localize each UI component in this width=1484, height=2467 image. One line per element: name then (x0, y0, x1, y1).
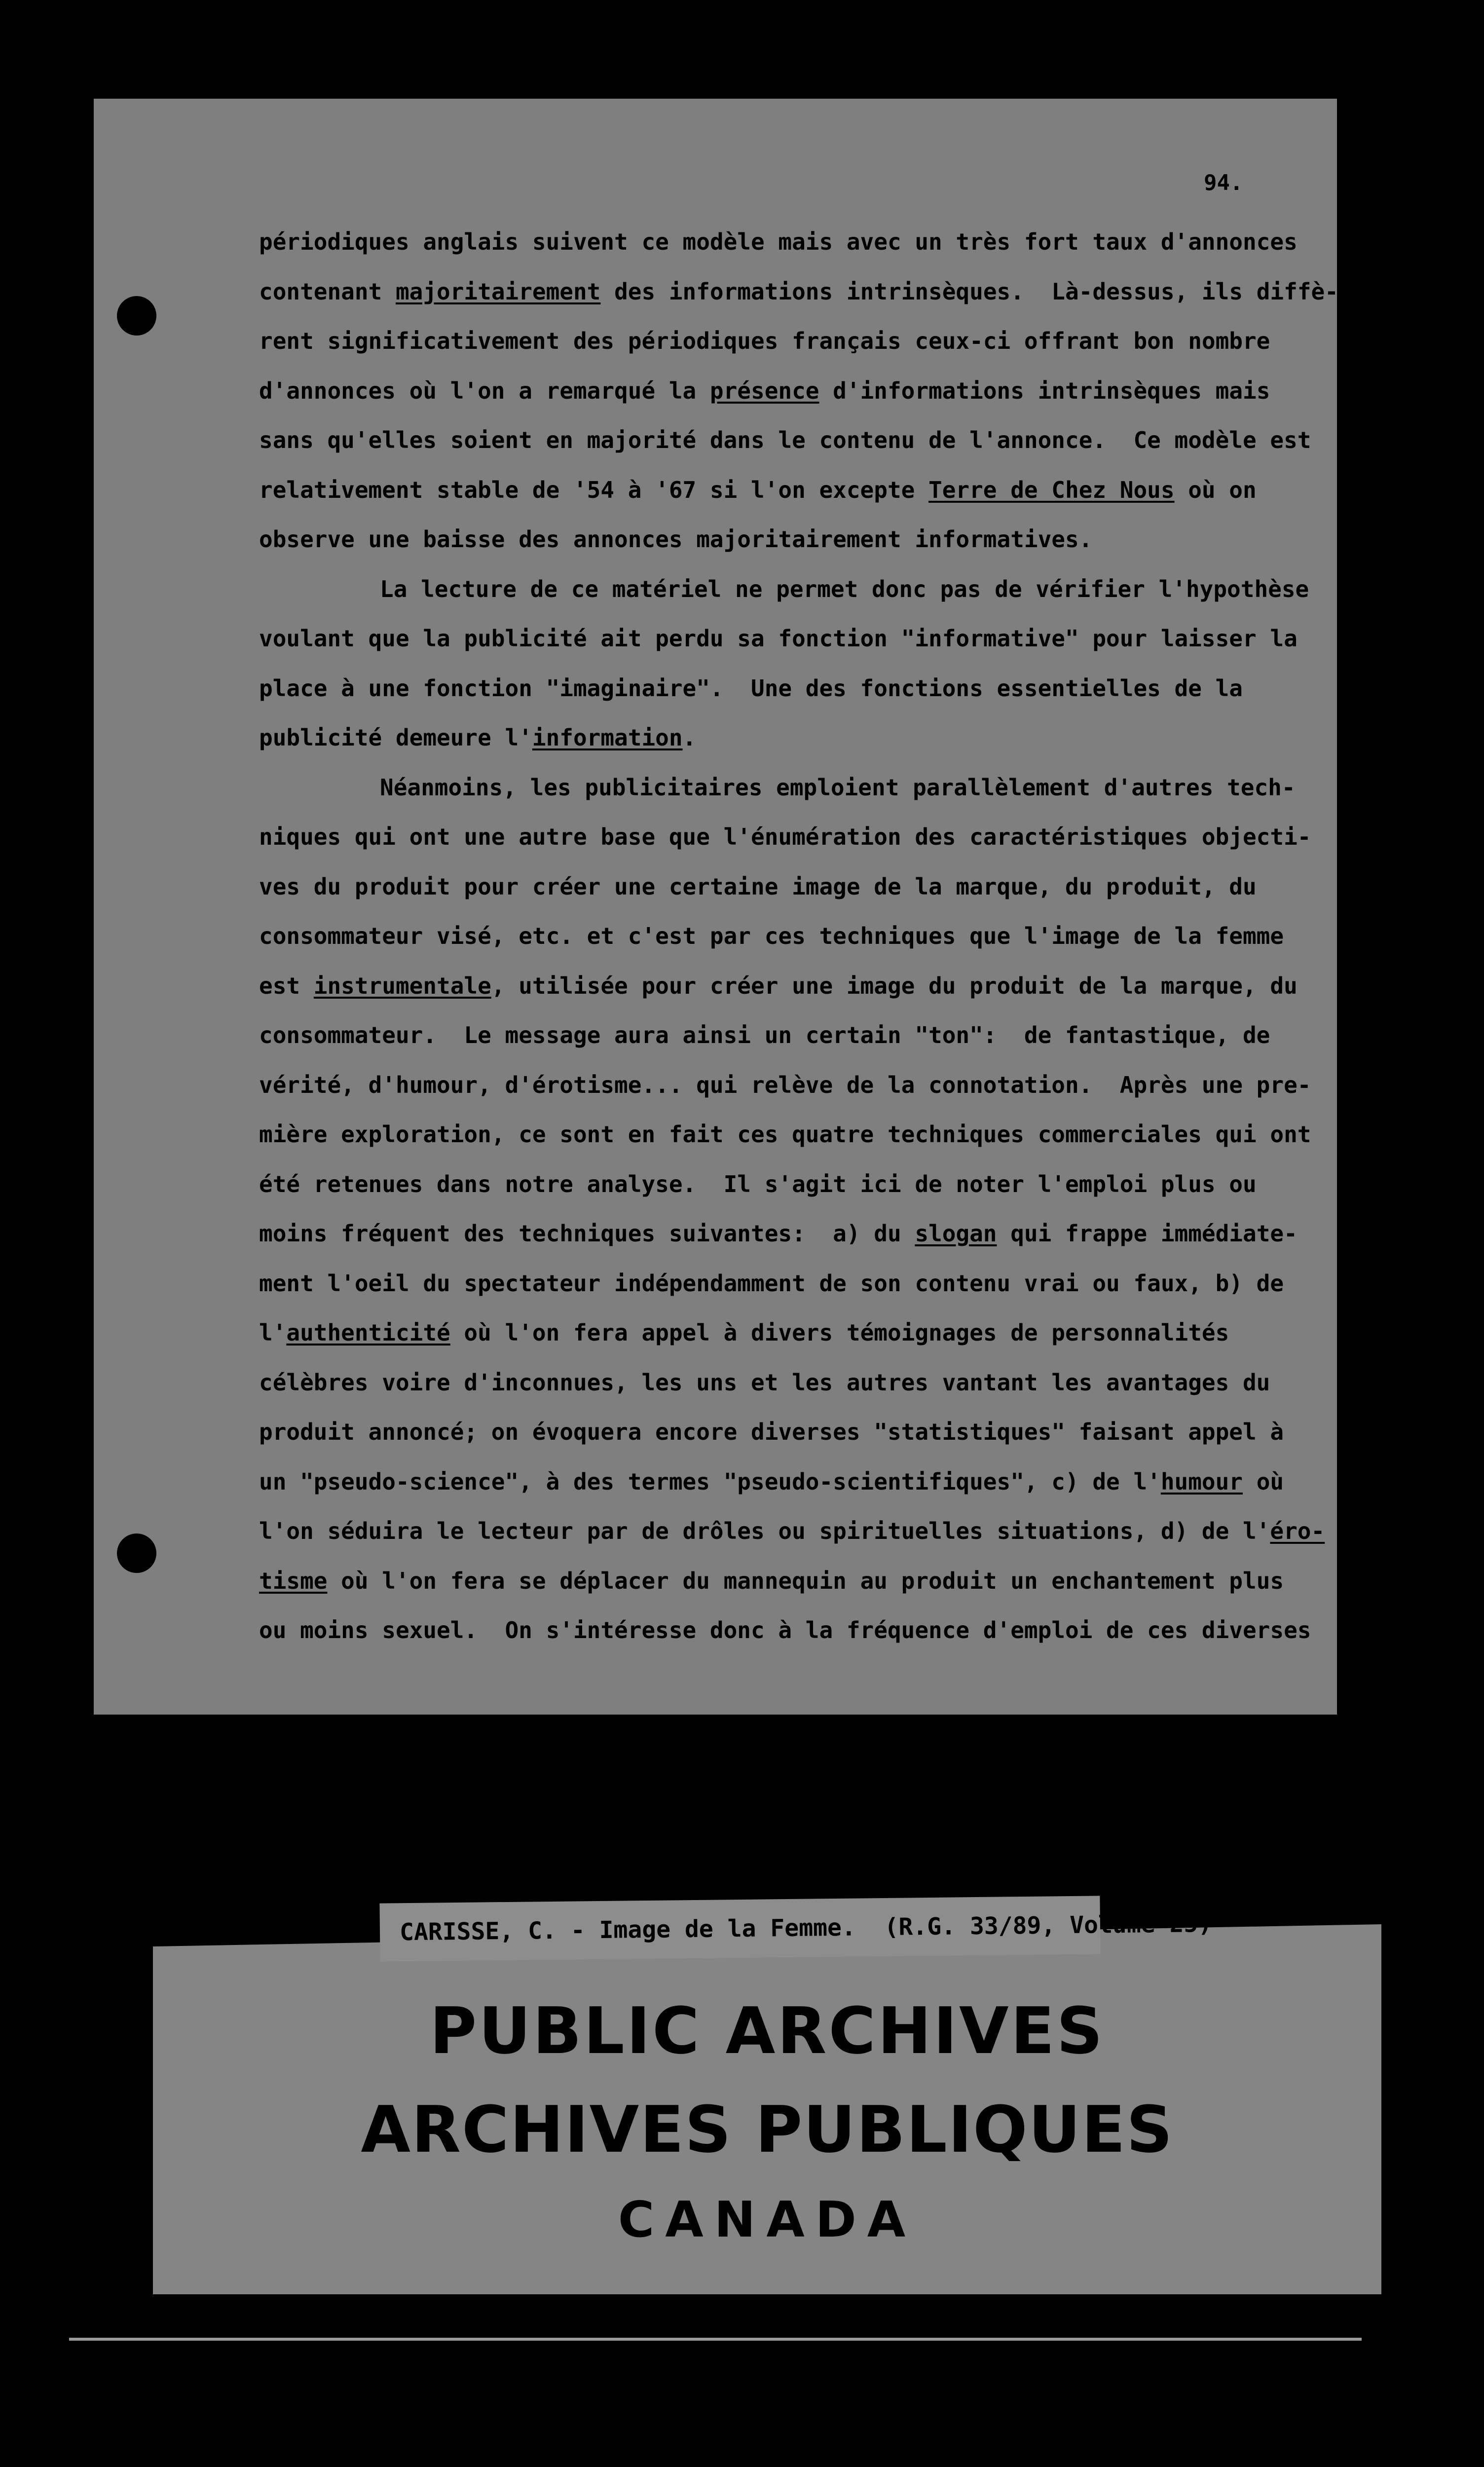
text-line: La lecture de ce matériel ne permet donc pas de vérifier l'hypothèse (380, 575, 1309, 602)
text-line: Néanmoins, les publicitaires emploient parallèlement d'autres tech- (380, 774, 1296, 801)
text-line: rent significativement des périodiques français ceux-ci offrant bon nombre (259, 328, 1270, 354)
text-line: consommateur. Le message aura ainsi un certain "ton": de fantastique, de (259, 1022, 1270, 1048)
text-line: mière exploration, ce sont en fait ces quatre techniques commerciales qui ont (259, 1121, 1311, 1148)
text-line: niques qui ont une autre base que l'énumération des caractéristiques objecti- (259, 823, 1311, 850)
text-line: l'on séduira le lecteur par de drôles ou spirituelles situations, d) de l'éro- (259, 1518, 1325, 1544)
text-line: d'annonces où l'on a remarqué la présence d'informations intrinsèques mais (259, 377, 1270, 404)
underlined-term: authenticité (286, 1319, 450, 1346)
text-line: vérité, d'humour, d'érotisme... qui relève de la connotation. Après une pre- (259, 1071, 1311, 1098)
text-line: produit annoncé; on évoquera encore diverses "statistiques" faisant appel à (259, 1419, 1284, 1445)
underlined-term: humour (1160, 1468, 1243, 1495)
text-line: un "pseudo-science", à des termes "pseudo-scientifiques", c) de l'humour où (259, 1468, 1284, 1495)
text-line: sans qu'elles soient en majorité dans le contenu de l'annonce. Ce modèle est (259, 427, 1311, 453)
stamp-canada: CANADA (618, 2191, 917, 2248)
text-line: périodiques anglais suivent ce modèle mais avec un très fort taux d'annonces (259, 228, 1298, 255)
text-line: été retenues dans notre analyse. Il s'agit ici de noter l'emploi plus ou (259, 1170, 1257, 1197)
underlined-term: information (532, 724, 683, 751)
text-line: voulant que la publicité ait perdu sa fonction "informative" pour laisser la (259, 625, 1298, 652)
text-line: moins fréquent des techniques suivantes: a) du slogan qui frappe immédiate- (259, 1220, 1298, 1247)
divider-line (69, 2338, 1362, 2341)
underlined-term: slogan (915, 1220, 997, 1247)
text-line: publicité demeure l'information. (259, 724, 697, 751)
text-line: place à une fonction "imaginaire". Une des fonctions essentielles de la (259, 674, 1243, 702)
binder-hole (117, 1533, 156, 1573)
underlined-term: instrumentale (313, 972, 491, 999)
binder-hole (117, 296, 156, 336)
body-text (259, 217, 1338, 1655)
text-line: tisme où l'on fera se déplacer du mannequin au produit un enchantement plus (259, 1567, 1284, 1594)
underlined-term: tisme (259, 1567, 328, 1594)
page-number: 94. (1204, 170, 1243, 195)
text-line: consommateur visé, etc. et c'est par ces techniques que l'image de la femme (259, 923, 1284, 949)
underlined-term: Terre de Chez Nous (928, 476, 1175, 503)
text-line: ves du produit pour créer une certaine image de la marque, du produit, du (259, 873, 1257, 900)
stamp-archives-publiques: ARCHIVES PUBLIQUES (361, 2092, 1174, 2167)
text-line: ou moins sexuel. On s'intéresse donc à la fréquence d'emploi de ces diverses (259, 1617, 1311, 1644)
text-line: célèbres voire d'inconnues, les uns et les autres vantant les avantages du (259, 1369, 1270, 1396)
underlined-term: présence (709, 377, 819, 404)
text-line: contenant majoritairement des informations intrinsèques. Là-dessus, ils diffè- (259, 278, 1338, 305)
underlined-term: éro- (1270, 1518, 1325, 1544)
text-line: est instrumentale, utilisée pour créer une image du produit de la marque, du (259, 972, 1298, 999)
text-line: observe une baisse des annonces majoritairement informatives. (259, 526, 1093, 553)
stamp-public-archives: PUBLIC ARCHIVES (429, 1993, 1105, 2068)
text-line: relativement stable de '54 à '67 si l'on excepte Terre de Chez Nous où on (259, 476, 1257, 503)
underlined-term: majoritairement (395, 278, 601, 305)
text-line: ment l'oeil du spectateur indépendamment de son contenu vrai ou faux, b) de (259, 1270, 1284, 1297)
archive-label: CARISSE, C. - Image de la Femme. (R.G. 33/89, Volume 25) (379, 1896, 1100, 1961)
text-line: l'authenticité où l'on fera appel à divers témoignages de personnalités (259, 1319, 1229, 1346)
